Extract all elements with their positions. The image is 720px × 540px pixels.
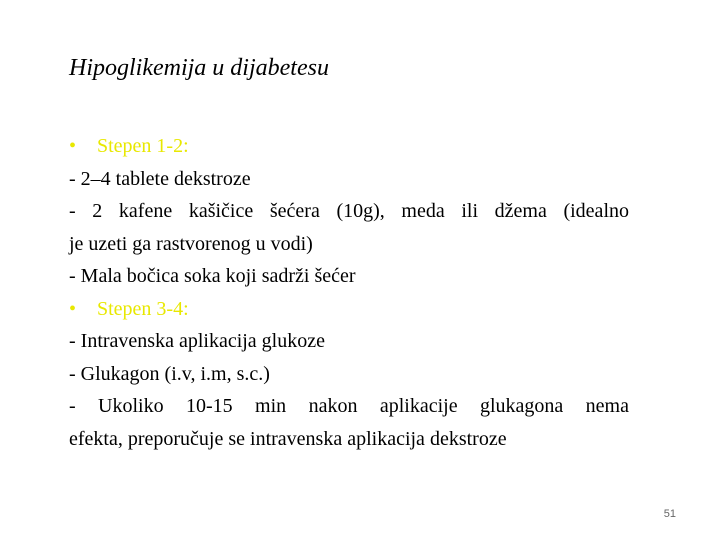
page-number: 51 <box>663 508 676 520</box>
list-item-continuation: je uzeti ga rastvorenog u vodi) <box>69 232 313 255</box>
list-item: - 2 kafene kašičice šećera (10g), meda ili džema (idealno <box>69 200 629 222</box>
list-item: - Intravenska aplikacija glukoze <box>69 330 325 352</box>
bullet-icon: • <box>69 135 77 157</box>
bullet-heading-stage-1-2 <box>69 130 629 163</box>
slide-title: Hipoglikemija u dijabetesu <box>69 55 329 81</box>
bullet-heading-stage-3-4 <box>69 293 629 326</box>
list-item: - Mala bočica soka koji sadrži šećer <box>69 265 356 287</box>
list-item: - 2–4 tablete dekstroze <box>69 167 251 190</box>
slide-body <box>69 130 629 455</box>
stage1-label: Stepen 1-2: <box>97 135 189 157</box>
stage2-label: Stepen 3-4: <box>97 297 189 320</box>
list-item-continuation: efekta, preporučuje se intravenska aplikacija dekstroze <box>69 427 507 450</box>
bullet-icon: • <box>69 297 77 320</box>
list-item: - Ukoliko 10-15 min nakon aplikacije glukagona nema <box>69 395 629 417</box>
list-item: - Glukagon (i.v, i.m, s.c.) <box>69 362 270 385</box>
